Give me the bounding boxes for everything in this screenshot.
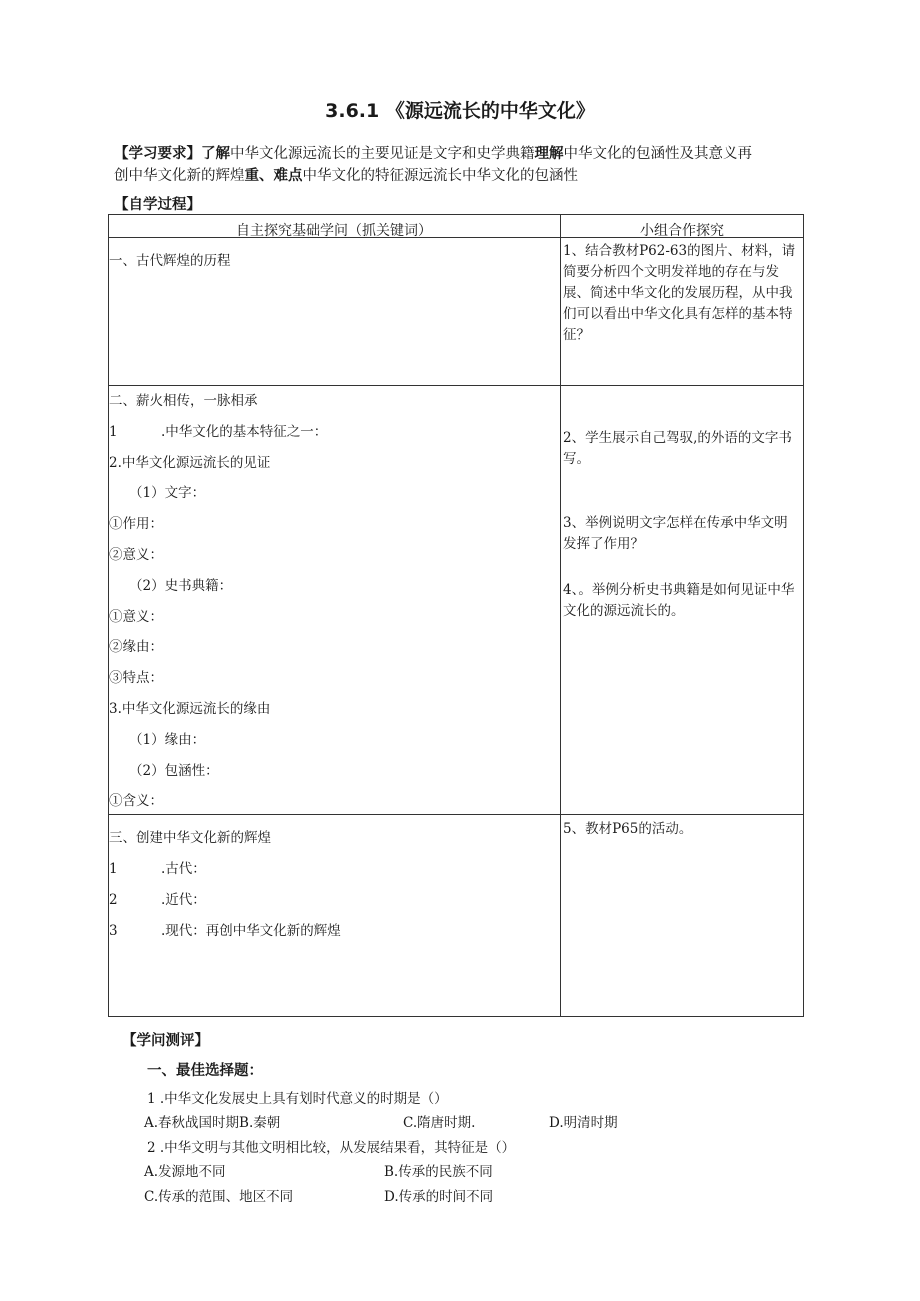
q1-option-ab: A.春秋战国时期B.秦朝: [144, 1115, 281, 1131]
q2-option-d: D.传承的时间不同: [384, 1189, 494, 1205]
row3-left-item: [109, 888, 206, 908]
row2-left-item-text: ③特点：: [109, 670, 163, 687]
row2-left-item: [109, 543, 163, 563]
row3-left-item-number: 2: [109, 892, 118, 908]
row3-left-item-text: .近代：: [161, 892, 206, 908]
row2-left-item-text: （2）包涵性：: [129, 762, 219, 779]
requirements-line-1: [114, 143, 752, 165]
comprehend-label: 理解: [534, 146, 564, 162]
row2-left-item-text: 二、薪火相传，一脉相承: [109, 393, 258, 409]
question-2: 2 .中华文明与其他文明相比较，从发展结果看，其特征是（）: [147, 1140, 516, 1156]
q2-option-c: C.传承的范围、地区不同: [144, 1189, 294, 1205]
row2-left-item-text: 2.中华文化源远流长的见证: [109, 454, 271, 471]
row2-left-item: [109, 420, 327, 440]
row3-left-item-number: 3: [109, 923, 118, 939]
row3-left-item-text: 三、创建中华文化新的辉煌: [109, 830, 271, 846]
row2-left-item-text: ②缘由：: [109, 639, 163, 656]
row2-left-item-text: （1）缘由：: [129, 731, 206, 748]
col1-header: 自主探究基础学问（抓关键词）: [236, 223, 432, 239]
row2-left-item-text: （1）文字：: [129, 485, 206, 502]
row2-left-item: [109, 451, 270, 471]
row2-right-question-2: 2、学生展示自己驾驭,的外语的文字书写。: [563, 430, 792, 467]
requirements-line-2: [114, 165, 578, 187]
row2-left-item: [109, 759, 219, 779]
q1-option-c: C.隋唐时期.: [403, 1115, 476, 1131]
row2-left-item-text: （2）史书典籍：: [129, 577, 233, 594]
row3-left-item: [109, 857, 206, 877]
row2-left-item: [109, 389, 258, 409]
row2-left-item-text: ①意义：: [109, 608, 163, 625]
row2-left-item-text: ①含义：: [109, 793, 163, 810]
row3-left-item-number: 1: [109, 861, 118, 877]
row1-right-question: 1、结合教材P62-63的图片、材料，请简要分析四个文明发祥地的存在与发展、简述中华文化的发展历程，从中我们可以看出中华文化具有怎样的基本特征？: [563, 243, 796, 343]
table-border-top: [108, 214, 804, 215]
row2-left-item: [109, 728, 205, 748]
q2-option-a: A.发源地不同: [144, 1164, 226, 1180]
row3-left-item-text: .古代：: [161, 861, 206, 877]
col2-header: 小组合作探究: [640, 223, 724, 239]
assessment-heading: 【学问测评】: [122, 1033, 209, 1049]
key-points-text: 中华文化的特征源远流长中华文化的包涵性: [302, 168, 578, 184]
comprehend-text: 中华文化的包涵性及其意义再: [563, 146, 752, 162]
row2-left-item: [109, 697, 270, 717]
row2-left-item: [109, 605, 163, 625]
table-row-divider-1: [108, 385, 804, 386]
choice-section-heading: 一、最佳选择题：: [147, 1063, 263, 1079]
row2-right-question-3: 3、举例说明文字怎样在传承中华文明发挥了作用？: [563, 515, 788, 552]
table-column-divider: [560, 214, 561, 1017]
row3-left-item: [109, 826, 271, 846]
row2-left-item-text: 3.中华文化源远流长的缘由: [109, 701, 271, 717]
requirements-label: 【学习要求】: [114, 146, 201, 162]
row1-left-heading: 一、古代辉煌的历程: [109, 253, 231, 269]
table-border-right: [803, 214, 804, 1017]
row2-left-item: [109, 666, 163, 686]
row2-left-item-number: 1: [109, 423, 118, 440]
row3-left-item: [109, 919, 341, 939]
question-1: 1 .中华文化发展史上具有划时代意义的时期是（）: [147, 1091, 448, 1107]
row3-left-item-text: .现代：再创中华文化新的辉煌: [161, 923, 341, 939]
row2-left-item: [109, 481, 205, 501]
row2-left-item-text: ②意义：: [109, 547, 163, 563]
row2-left-item: [109, 512, 163, 532]
row2-left-item-text: ①作用：: [109, 516, 163, 533]
row2-left-item-text: .中华文化的基本特征之一：: [161, 423, 328, 440]
key-points-label: 重、难点: [244, 168, 303, 184]
q1-option-d: D.明清时期: [549, 1115, 618, 1131]
table-border-bottom: [108, 1016, 804, 1017]
requirements-line2-text: 创中华文化新的辉煌: [114, 168, 245, 184]
table-row-divider-2: [108, 814, 804, 815]
q2-option-b: B.传承的民族不同: [384, 1164, 493, 1180]
row2-left-item: [109, 789, 163, 809]
self-study-heading: 【自学过程】: [114, 197, 201, 213]
page-title: 3.6.1 《源远流长的中华文化》: [325, 100, 595, 122]
row2-left-item: [109, 635, 163, 655]
row2-left-item: [109, 574, 232, 594]
understand-label: 了解: [201, 146, 230, 162]
understand-text: 中华文化源远流长的主要见证是文字和史学典籍: [230, 146, 535, 162]
row3-right-question-5: 5、教材P65的活动。: [563, 821, 693, 837]
row2-right-question-4: 4、。举例分析史书典籍是如何见证中华文化的源远流长的。: [563, 582, 795, 619]
